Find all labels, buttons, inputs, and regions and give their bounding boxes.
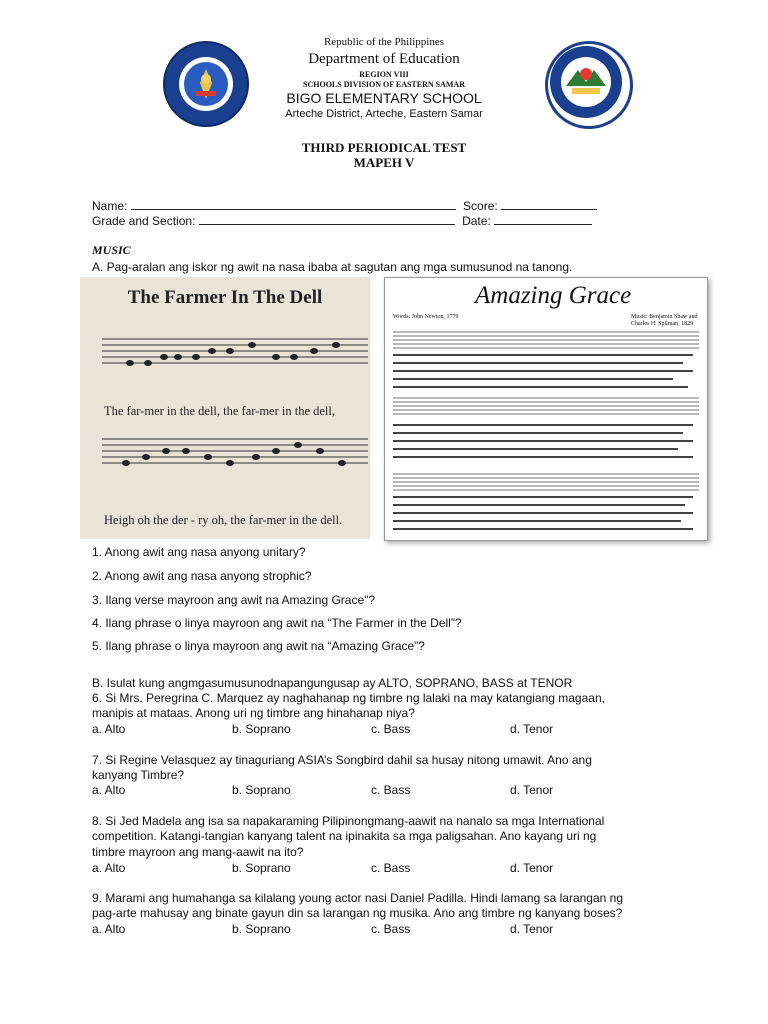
q8-line-1: 8. Si Jed Madela ang isa sa napakaraming Pilipinongmang-aawit na nanalo sa mga International [92,814,605,828]
q6-choice-c[interactable]: c. Bass [371,722,411,736]
farmer-in-the-dell-score [80,277,370,539]
name-label: Name: [92,199,128,213]
music-instruction: A. Pag-aralan ang iskor ng awit na nasa ibaba at sagutan ang mga sumusunod na tanong. [92,260,573,274]
question-1: 1. Anong awit ang nasa anyong unitary? [92,545,306,559]
q9-choice-a[interactable]: a. Alto [92,922,126,936]
q9-line-1: 9. Marami ang humahanga sa kilalang young actor nasi Daniel Padilla. Hindi lamang sa larangan ng [92,891,623,905]
hymn-staves [385,278,707,540]
q9-choice-b[interactable]: b. Soprano [232,922,291,936]
test-title: THIRD PERIODICAL TEST [301,140,467,155]
q6-line-1: 6. Si Mrs. Peregrina C. Marquez ay naghahanap ng timbre ng lalaki na may katangiang magaan, [92,691,605,705]
question-4: 4. Ilang phrase o linya mayroon ang awit na “The Farmer in the Dell”? [92,616,462,630]
date-label: Date: [462,214,491,228]
q9-choice-d[interactable]: d. Tenor [510,922,554,936]
school-name: BIGO ELEMENTARY SCHOOL [286,90,482,106]
q7-choice-a[interactable]: a. Alto [92,783,126,797]
republic-text: Republic of the Philippines [323,36,445,48]
q6-choice-a[interactable]: a. Alto [92,722,126,736]
q9-line-2: pag-arte mahusay ang binate gayun din sa larangan ng musika. Ano ang timbre ng kanyang boses? [92,906,623,920]
date-blank[interactable] [494,214,592,225]
q7-choice-d[interactable]: d. Tenor [510,783,554,797]
music-credit-2: Charles H. Spilman, 1829 [631,321,694,327]
music-credit-1: Music: Benjamin Shaw and [631,314,698,320]
region-text: REGION VIII [359,70,409,79]
left-lyric-2: Heigh oh the der - ry oh, the far-mer in the dell. [104,513,343,527]
department-text: Department of Education [308,51,460,67]
district-text: Arteche District, Arteche, Eastern Samar [285,108,483,120]
division-text: SCHOOLS DIVISION OF EASTERN SAMAR [303,80,465,89]
left-lyric-1: The far-mer in the dell, the far-mer in the dell, [104,404,335,418]
q8-choice-a[interactable]: a. Alto [92,861,126,875]
grade-field[interactable] [92,214,592,228]
q6-line-2: manipis at mataas. Anong uri ng timbre ang hinahanap niya? [92,706,415,720]
q9-choice-c[interactable]: c. Bass [371,922,411,936]
words-credit: Words: John Newton, 1779 [393,314,459,320]
q8-line-2: competition. Katangi-tangian kanyang talent na ipinakita sa mga paligsahan. Ano kayang uri ng [92,829,597,843]
question-5: 5. Ilang phrase o linya mayroon ang awit na “Amazing Grace”? [92,639,425,653]
part-b-instruction: B. Isulat kung angmgasumusunodnapangungusap ay ALTO, SOPRANO, BASS at TENOR [92,676,573,690]
left-song-title: The Farmer In The Dell [127,287,323,308]
question-2: 2. Anong awit ang nasa anyong strophic? [92,569,312,583]
q6-choice-b[interactable]: b. Soprano [232,722,291,736]
name-field[interactable] [92,199,597,213]
score-label: Score: [463,199,498,213]
amazing-grace-score [384,277,708,541]
q7-choice-b[interactable]: b. Soprano [232,783,291,797]
subject-title: MAPEH V [353,155,415,170]
score-blank[interactable] [501,199,597,210]
grade-label: Grade and Section: [92,214,196,228]
q7-line-2: kanyang Timbre? [92,768,185,782]
music-heading: MUSIC [92,243,131,257]
q8-choice-b[interactable]: b. Soprano [232,861,291,875]
name-blank[interactable] [131,199,456,210]
q7-line-1: 7. Si Regine Velasquez ay tinaguriang ASIA’s Songbird dahil sa husay nitong umawit. Ano ang [92,753,592,767]
q8-choice-d[interactable]: d. Tenor [510,861,554,875]
question-3: 3. Ilang verse mayroon ang awit na Amazing Grace"? [92,593,376,607]
grade-blank[interactable] [199,214,455,225]
q8-line-3: timbre mayroon ang mang-aawit na ito? [92,845,304,859]
right-song-title: Amazing Grace [475,282,632,309]
q8-choice-c[interactable]: c. Bass [371,861,411,875]
q6-choice-d[interactable]: d. Tenor [510,722,554,736]
q7-choice-c[interactable]: c. Bass [371,783,411,797]
